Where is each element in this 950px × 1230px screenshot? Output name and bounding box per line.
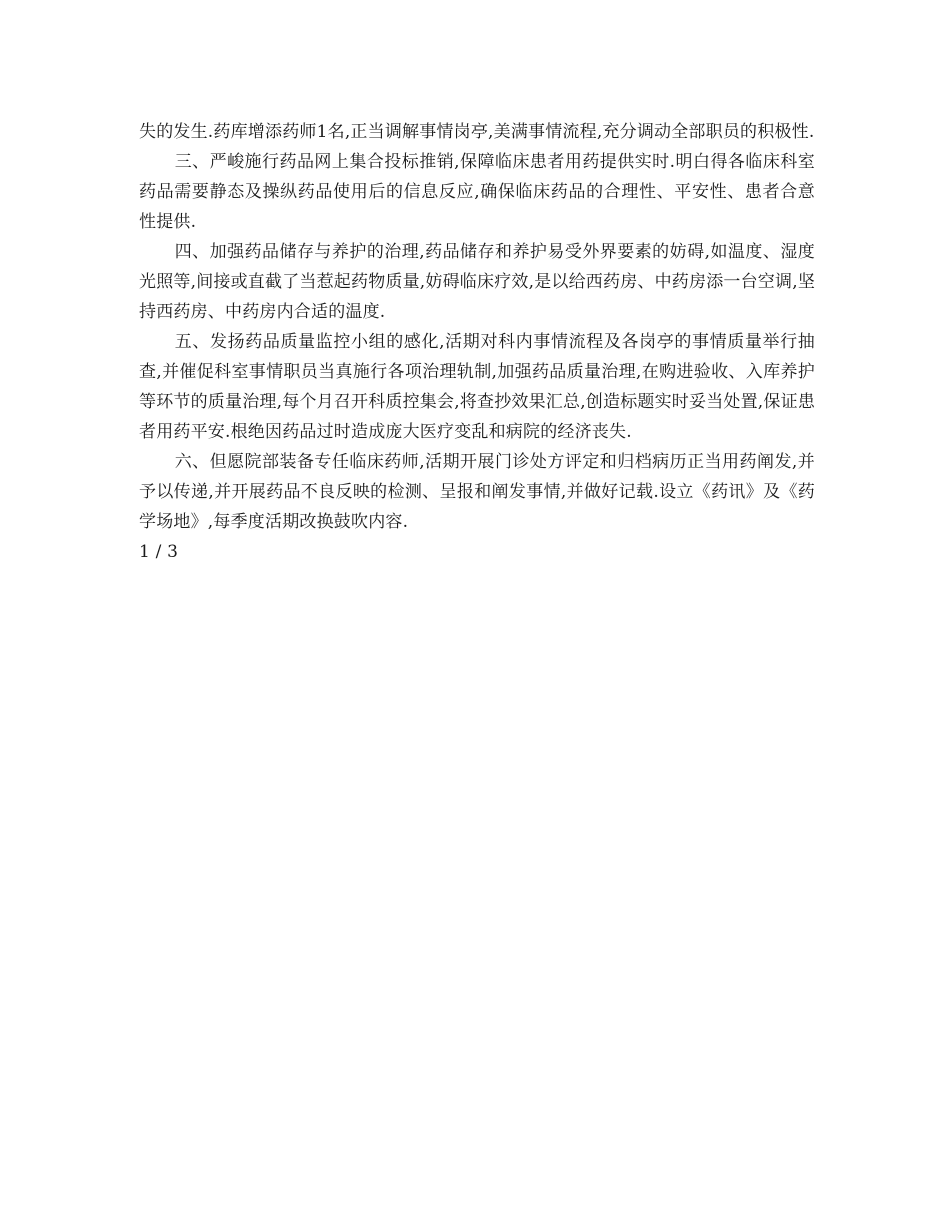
- paragraph-item-6: 六、但愿院部装备专任临床药师,活期开展门诊处方评定和归档病历正当用药阐发,并予以传递,并开展药品不良反映的检测、呈报和阐发事情,并做好记载.设立《药讯》及《药学场地》,每季度活期改换鼓吹内容.: [139, 452, 815, 532]
- paragraph-item-4: 四、加强药品储存与养护的治理,药品储存和养护易受外界要素的妨碍,如温度、湿度光照等,间接或直截了当惹起药物质量,妨碍临床疗效,是以给西药房、中药房添一台空调,坚持西药房、中药房内合适的温度.: [139, 242, 816, 322]
- paragraph-item-5: 五、发扬药品质量监控小组的感化,活期对科内事情流程及各岗亭的事情质量举行抽查,并催促科室事情职员当真施行各项治理轨制,加强药品质量治理,在购进验收、入库养护等环节的质量治理,每个月召开科质控集会,将查抄效果汇总,创造标题实时妥当处置,保证患者用药平安.根绝因药品过时造成庞大医疗变乱和病院的经济丧失.: [139, 332, 816, 442]
- paragraph-continuation: 失的发生.药库增添药师1名,正当调解事情岗亭,美满事情流程,充分调动全部职员的积极性.: [139, 122, 815, 142]
- document-body: [139, 117, 815, 567]
- paragraph-item-3: 三、严峻施行药品网上集合投标推销,保障临床患者用药提供实时.明白得各临床科室药品需要静态及操纵药品使用后的信息反应,确保临床药品的合理性、平安性、患者合意性提供.: [139, 152, 815, 232]
- page-number: 1 / 3: [139, 542, 179, 562]
